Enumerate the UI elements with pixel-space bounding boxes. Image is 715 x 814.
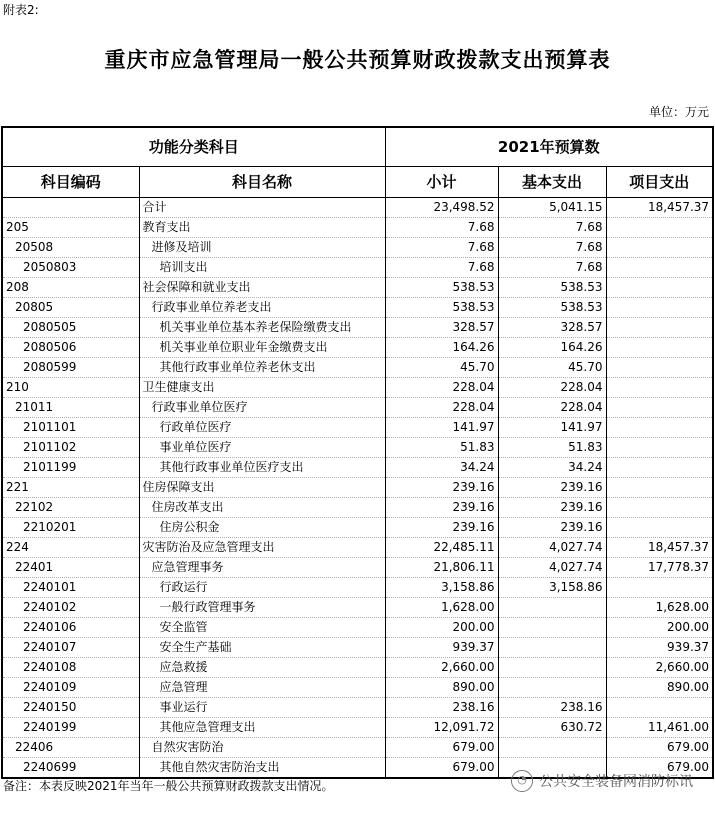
- row-subtotal: 7.68: [385, 238, 498, 258]
- table-row: [2, 678, 713, 698]
- page-title: 重庆市应急管理局一般公共预算财政拨款支出预算表: [104, 47, 611, 72]
- row-basic: 538.53: [498, 278, 606, 298]
- row-name: 事业运行: [139, 698, 385, 718]
- row-basic: 328.57: [498, 318, 606, 338]
- row-subtotal: 238.16: [385, 698, 498, 718]
- row-name: 行政单位医疗: [139, 418, 385, 438]
- table-row: [2, 618, 713, 638]
- row-name: 住房公积金: [139, 518, 385, 538]
- row-subtotal: 1,628.00: [385, 598, 498, 618]
- table-row: [2, 478, 713, 498]
- row-project: [606, 438, 713, 458]
- row-code: 224: [2, 538, 139, 558]
- row-code: 2080506: [2, 338, 139, 358]
- row-subtotal: 12,091.72: [385, 718, 498, 738]
- row-code: 2080599: [2, 358, 139, 378]
- row-subtotal: 228.04: [385, 378, 498, 398]
- row-name: 机关事业单位职业年金缴费支出: [139, 338, 385, 358]
- row-basic: 164.26: [498, 338, 606, 358]
- budget-table: [1, 126, 714, 779]
- table-row: [2, 718, 713, 738]
- row-code: 22401: [2, 558, 139, 578]
- row-subtotal: 2,660.00: [385, 658, 498, 678]
- row-subtotal: 21,806.11: [385, 558, 498, 578]
- row-code: 221: [2, 478, 139, 498]
- row-subtotal: 22,485.11: [385, 538, 498, 558]
- table-row: [2, 498, 713, 518]
- row-name: 应急管理: [139, 678, 385, 698]
- row-code: 210: [2, 378, 139, 398]
- table-row: [2, 378, 713, 398]
- row-code: 2101101: [2, 418, 139, 438]
- row-basic: 4,027.74: [498, 558, 606, 578]
- table-row: [2, 418, 713, 438]
- table-row: [2, 298, 713, 318]
- table-row: [2, 358, 713, 378]
- row-code: 2210201: [2, 518, 139, 538]
- row-subtotal: 239.16: [385, 478, 498, 498]
- table-row: [2, 218, 713, 238]
- row-basic: [498, 658, 606, 678]
- row-name: 其他行政事业单位养老休支出: [139, 358, 385, 378]
- row-subtotal: 51.83: [385, 438, 498, 458]
- attachment-label: 附表2:: [3, 3, 39, 17]
- row-basic: 238.16: [498, 698, 606, 718]
- row-project: 939.37: [606, 638, 713, 658]
- table-row: [2, 238, 713, 258]
- row-subtotal: 538.53: [385, 278, 498, 298]
- table-row: [2, 398, 713, 418]
- watermark-text: 公共安全装备网消防标讯: [539, 774, 693, 790]
- row-name: 行政运行: [139, 578, 385, 598]
- row-project: [606, 498, 713, 518]
- table-body: [2, 198, 713, 779]
- row-code: 205: [2, 218, 139, 238]
- row-code: 2240106: [2, 618, 139, 638]
- row-code: 2240108: [2, 658, 139, 678]
- row-basic: 7.68: [498, 218, 606, 238]
- row-name: 教育支出: [139, 218, 385, 238]
- row-basic: 239.16: [498, 478, 606, 498]
- row-basic: [498, 738, 606, 758]
- row-project: [606, 278, 713, 298]
- row-basic: [498, 598, 606, 618]
- row-name: 其他自然灾害防治支出: [139, 758, 385, 779]
- row-basic: 5,041.15: [498, 198, 606, 218]
- table-row: [2, 578, 713, 598]
- row-project: [606, 358, 713, 378]
- row-name: 其他应急管理支出: [139, 718, 385, 738]
- row-project: [606, 478, 713, 498]
- row-code: 2240107: [2, 638, 139, 658]
- row-name: 卫生健康支出: [139, 378, 385, 398]
- row-code: 2080505: [2, 318, 139, 338]
- row-project: [606, 518, 713, 538]
- row-code: 2101199: [2, 458, 139, 478]
- row-subtotal: 7.68: [385, 218, 498, 238]
- row-project: [606, 378, 713, 398]
- row-name: 灾害防治及应急管理支出: [139, 538, 385, 558]
- header-function-category: 功能分类科目: [2, 127, 385, 167]
- row-name: 安全生产基础: [139, 638, 385, 658]
- row-basic: 34.24: [498, 458, 606, 478]
- row-name: 行政事业单位养老支出: [139, 298, 385, 318]
- row-project: [606, 318, 713, 338]
- row-project: 679.00: [606, 758, 713, 779]
- row-basic: 239.16: [498, 498, 606, 518]
- row-code: [2, 198, 139, 218]
- row-subtotal: 239.16: [385, 518, 498, 538]
- row-name: 住房保障支出: [139, 478, 385, 498]
- table-row: [2, 278, 713, 298]
- row-basic: 630.72: [498, 718, 606, 738]
- row-project: [606, 698, 713, 718]
- row-basic: [498, 618, 606, 638]
- row-basic: 51.83: [498, 438, 606, 458]
- row-code: 2240102: [2, 598, 139, 618]
- row-name: 住房改革支出: [139, 498, 385, 518]
- row-code: 2240150: [2, 698, 139, 718]
- header-subtotal: 小计: [385, 167, 498, 198]
- row-project: [606, 398, 713, 418]
- table-row: [2, 318, 713, 338]
- row-code: 208: [2, 278, 139, 298]
- table-row: [2, 598, 713, 618]
- row-basic: 7.68: [498, 238, 606, 258]
- row-basic: 228.04: [498, 398, 606, 418]
- row-project: 11,461.00: [606, 718, 713, 738]
- row-basic: 4,027.74: [498, 538, 606, 558]
- table-row: [2, 638, 713, 658]
- header-project: 项目支出: [606, 167, 713, 198]
- row-project: 200.00: [606, 618, 713, 638]
- row-code: 2240199: [2, 718, 139, 738]
- row-subtotal: 239.16: [385, 498, 498, 518]
- table-row: [2, 518, 713, 538]
- unit-label: 单位：万元: [648, 105, 709, 119]
- table-row: [2, 538, 713, 558]
- row-code: 22406: [2, 738, 139, 758]
- header-budget-2021: 2021年预算数: [385, 127, 713, 167]
- row-basic: 3,158.86: [498, 578, 606, 598]
- row-project: [606, 218, 713, 238]
- row-subtotal: 328.57: [385, 318, 498, 338]
- row-name: 合计: [139, 198, 385, 218]
- table-row: [2, 738, 713, 758]
- row-code: 2240101: [2, 578, 139, 598]
- row-project: [606, 258, 713, 278]
- table-row: [2, 698, 713, 718]
- watermark: [511, 770, 693, 792]
- row-project: 890.00: [606, 678, 713, 698]
- row-project: 17,778.37: [606, 558, 713, 578]
- wechat-icon: ◔: [511, 770, 533, 792]
- row-project: [606, 338, 713, 358]
- row-project: 1,628.00: [606, 598, 713, 618]
- row-project: [606, 238, 713, 258]
- row-code: 20805: [2, 298, 139, 318]
- row-code: 2240699: [2, 758, 139, 779]
- row-project: 2,660.00: [606, 658, 713, 678]
- row-name: 自然灾害防治: [139, 738, 385, 758]
- row-subtotal: 538.53: [385, 298, 498, 318]
- row-project: 18,457.37: [606, 198, 713, 218]
- row-name: 应急管理事务: [139, 558, 385, 578]
- table-row: [2, 658, 713, 678]
- row-name: 社会保障和就业支出: [139, 278, 385, 298]
- row-name: 进修及培训: [139, 238, 385, 258]
- row-name: 一般行政管理事务: [139, 598, 385, 618]
- row-subtotal: 164.26: [385, 338, 498, 358]
- row-subtotal: 45.70: [385, 358, 498, 378]
- row-subtotal: 679.00: [385, 738, 498, 758]
- table-row: [2, 438, 713, 458]
- row-subtotal: 3,158.86: [385, 578, 498, 598]
- table-row: [2, 258, 713, 278]
- row-project: 679.00: [606, 738, 713, 758]
- row-basic: 45.70: [498, 358, 606, 378]
- row-name: 事业单位医疗: [139, 438, 385, 458]
- row-project: [606, 578, 713, 598]
- row-name: 其他行政事业单位医疗支出: [139, 458, 385, 478]
- footnote: 备注：本表反映2021年当年一般公共预算财政拨款支出情况。: [3, 779, 334, 793]
- row-project: [606, 418, 713, 438]
- row-subtotal: 141.97: [385, 418, 498, 438]
- row-basic: 7.68: [498, 258, 606, 278]
- row-subtotal: 939.37: [385, 638, 498, 658]
- row-subtotal: 228.04: [385, 398, 498, 418]
- row-subtotal: 679.00: [385, 758, 498, 779]
- table-row: [2, 458, 713, 478]
- header-name: 科目名称: [139, 167, 385, 198]
- row-basic: 538.53: [498, 298, 606, 318]
- row-name: 机关事业单位基本养老保险缴费支出: [139, 318, 385, 338]
- row-project: [606, 458, 713, 478]
- row-subtotal: 7.68: [385, 258, 498, 278]
- row-basic: 228.04: [498, 378, 606, 398]
- row-code: 21011: [2, 398, 139, 418]
- table-row: [2, 338, 713, 358]
- row-subtotal: 34.24: [385, 458, 498, 478]
- row-code: 2240109: [2, 678, 139, 698]
- row-project: 18,457.37: [606, 538, 713, 558]
- row-basic: [498, 678, 606, 698]
- row-code: 2101102: [2, 438, 139, 458]
- table-row: [2, 558, 713, 578]
- row-name: 行政事业单位医疗: [139, 398, 385, 418]
- row-code: 20508: [2, 238, 139, 258]
- row-basic: 141.97: [498, 418, 606, 438]
- row-subtotal: 200.00: [385, 618, 498, 638]
- row-code: 22102: [2, 498, 139, 518]
- row-basic: 239.16: [498, 518, 606, 538]
- row-subtotal: 23,498.52: [385, 198, 498, 218]
- header-code: 科目编码: [2, 167, 139, 198]
- table-row: [2, 198, 713, 218]
- header-basic: 基本支出: [498, 167, 606, 198]
- row-code: 2050803: [2, 258, 139, 278]
- row-name: 安全监管: [139, 618, 385, 638]
- row-name: 应急救援: [139, 658, 385, 678]
- row-project: [606, 298, 713, 318]
- row-basic: [498, 638, 606, 658]
- row-subtotal: 890.00: [385, 678, 498, 698]
- row-name: 培训支出: [139, 258, 385, 278]
